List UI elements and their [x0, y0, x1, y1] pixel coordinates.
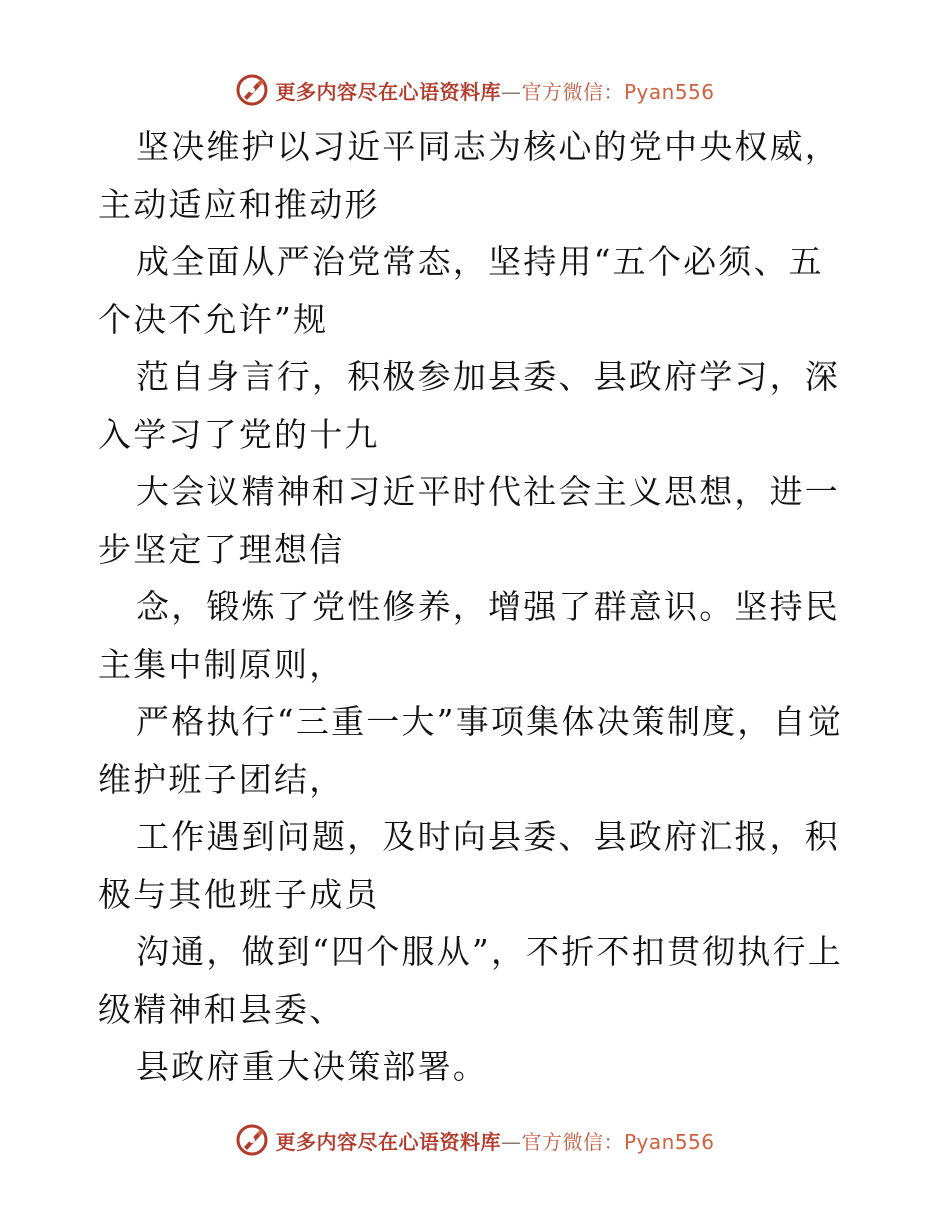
watermark-brand-text: 更多内容尽在心语资料库 — [275, 79, 501, 104]
paragraph: 工作遇到问题，及时向县委、县政府汇报，积极与其他班子成员 — [98, 817, 840, 914]
paragraph: 县政府重大决策部署。 — [136, 1047, 488, 1086]
watermark-contact-label: 官方微信： — [521, 79, 624, 104]
watermark-separator: — — [500, 1129, 522, 1154]
paragraph: 沟通，做到“四个服从”，不折不扣贯彻执行上级精神和县委、 — [98, 932, 843, 1029]
paragraph: 范自身言行，积极参加县委、县政府学习，深入学习了党的十九 — [98, 357, 840, 454]
paragraph: 坚决维护以习近平同志为核心的党中央权威，主动适应和推动形 — [98, 127, 840, 224]
watermark-logo-icon — [235, 73, 269, 107]
paragraph: 成全面从严治党常态，坚持用“五个必须、五个决不允许”规 — [98, 242, 824, 339]
watermark-separator: — — [500, 79, 522, 104]
footer-watermark — [0, 1120, 950, 1160]
watermark-contact-id: Pyan556 — [623, 79, 715, 104]
document-body — [98, 118, 858, 1096]
watermark-contact-label: 官方微信： — [521, 1129, 624, 1154]
watermark-logo-icon — [235, 1123, 269, 1157]
paragraph: 严格执行“三重一大”事项集体决策制度，自觉维护班子团结， — [98, 702, 843, 799]
header-watermark — [0, 70, 950, 110]
watermark-brand-text: 更多内容尽在心语资料库 — [275, 1129, 501, 1154]
watermark-contact-id: Pyan556 — [623, 1129, 715, 1154]
paragraph: 念，锻炼了党性修养，增强了群意识。坚持民主集中制原则， — [98, 587, 840, 684]
paragraph: 大会议精神和习近平时代社会主义思想，进一步坚定了理想信 — [98, 472, 840, 569]
